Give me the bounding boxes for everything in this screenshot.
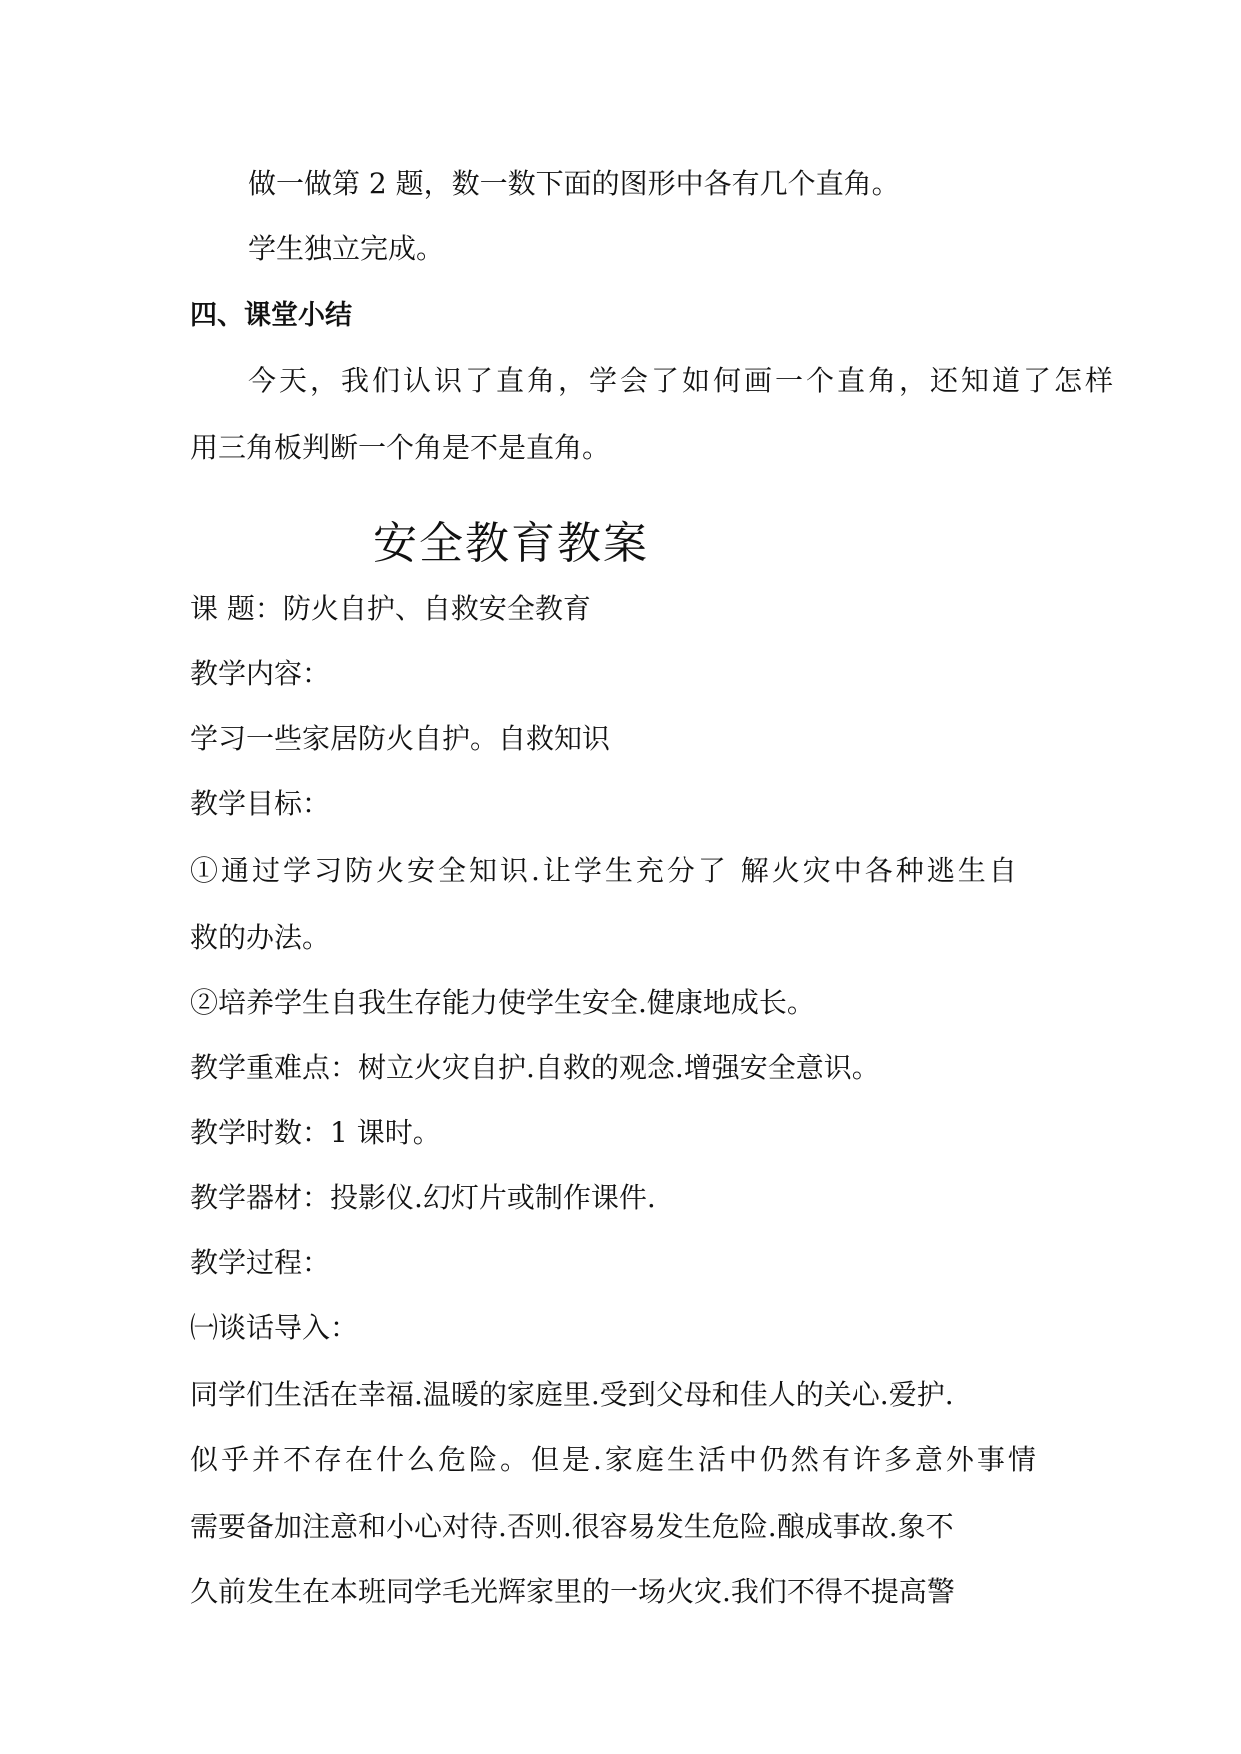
teaching-content-text: 学习一些家居防火自护。自救知识 <box>190 722 611 755</box>
section-heading-summary: 四、课堂小结 <box>190 300 352 331</box>
intro-line1: 同学们生活在幸福.温暖的家庭里.受到父母和佳人的关心.爱护. <box>190 1378 954 1411</box>
summary-paragraph-line2: 用三角板判断一个角是不是直角。 <box>190 431 611 464</box>
lesson-plan-title: 安全教育教案 <box>373 518 649 569</box>
teaching-content-label: 教学内容： <box>190 657 331 690</box>
goal-1-line2: 救的办法。 <box>190 921 331 954</box>
teaching-process-label: 教学过程： <box>190 1246 331 1279</box>
lesson-topic: 课 题：防火自护、自救安全教育 <box>190 592 591 625</box>
teaching-goals-label: 教学目标： <box>190 787 331 820</box>
practice-task-paragraph: 做一做第 2 题，数一数下面的图形中各有几个直角。 <box>248 167 900 200</box>
intro-line3: 需要备加注意和小心对待.否则.很容易发生危险.酿成事故.象不 <box>190 1510 954 1543</box>
intro-line4: 久前发生在本班同学毛光辉家里的一场火灾.我们不得不提高警 <box>190 1575 955 1608</box>
independent-work-paragraph: 学生独立完成。 <box>248 232 445 265</box>
key-points: 教学重难点：树立火灾自护.自救的观念.增强安全意识。 <box>190 1051 880 1084</box>
intro-label: ㈠谈话导入： <box>190 1311 359 1344</box>
teaching-equipment: 教学器材：投影仪.幻灯片或制作课件. <box>190 1181 656 1214</box>
goal-2: ②培养学生自我生存能力使学生安全.健康地成长。 <box>190 986 815 1019</box>
teaching-hours: 教学时数：1 课时。 <box>190 1116 441 1149</box>
goal-1-line1: ①通过学习防火安全知识.让学生充分了 解火灾中各种逃生自 <box>190 854 1020 887</box>
intro-line2: 似乎并不存在什么危险。但是.家庭生活中仍然有许多意外事情 <box>190 1443 1039 1476</box>
summary-paragraph-line1: 今天，我们认识了直角，学会了如何画一个直角，还知道了怎样 <box>248 364 1117 397</box>
